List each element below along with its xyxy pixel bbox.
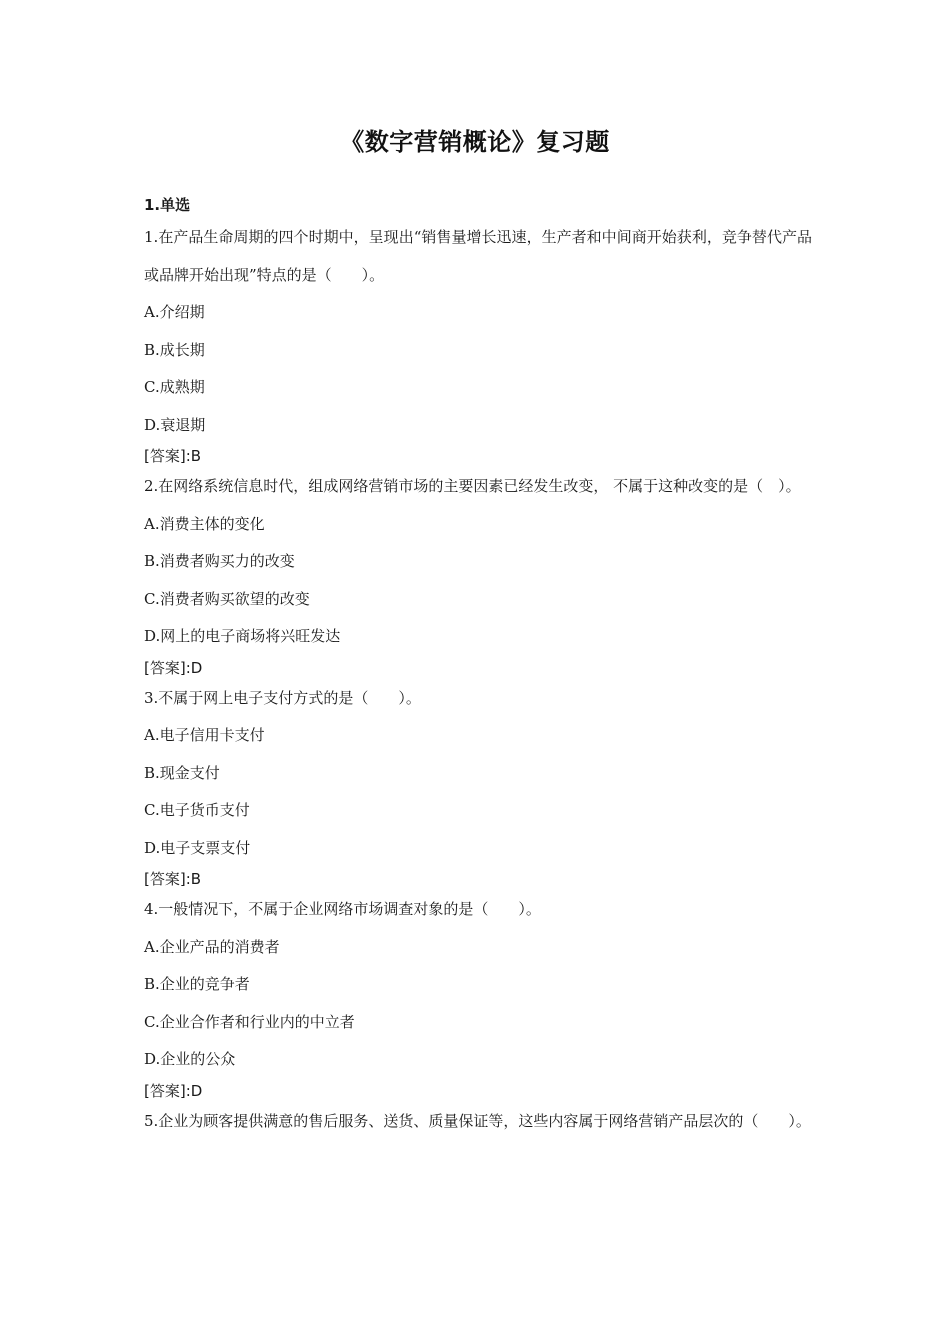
option-d: D.电子支票支付 [144,838,251,857]
question-text: 5.企业为顾客提供满意的售后服务、送货、质量保证等，这些内容属于网络营销产品层次的（ ）。 [144,1111,811,1130]
option-b: B.消费者购买力的改变 [144,552,295,570]
answer-line: [答案]:D [144,1081,203,1100]
option-c: C.企业合作者和行业内的中立者 [144,1012,355,1031]
answer-line: [答案]:B [144,447,202,465]
answer-line: [答案]:B [144,870,202,888]
question-block [144,680,812,892]
option-a: A.介绍期 [144,303,205,321]
option-c: C.消费者购买欲望的改变 [144,589,310,608]
option-a: A.消费主体的变化 [144,514,265,533]
option-b: B.现金支付 [144,763,220,782]
section-heading: 1.单选 [144,196,191,214]
question-block [144,468,812,680]
question-text: 3.不属于网上电子支付方式的是（ ）。 [144,688,421,707]
option-a: A.企业产品的消费者 [144,937,280,956]
question-block [144,1103,812,1141]
option-b: B.企业的竞争者 [144,975,250,993]
option-c: C.电子货币支付 [144,801,250,819]
page-title: 《数字营销概论》复习题 [340,128,610,156]
option-c: C.成熟期 [144,378,205,396]
option-d: D.网上的电子商场将兴旺发达 [144,627,341,645]
question-list [144,191,812,1140]
question-text: 1.在产品生命周期的四个时期中，呈现出“销售量增长迅速，生产者和中间商开始获利，竞争替代产品或品牌开始出现”特点的是（ ）。 [144,228,812,284]
option-d: D.企业的公众 [144,1050,236,1068]
answer-line: [答案]:D [144,658,203,677]
question-block [144,219,812,468]
question-text: 4.一般情况下，不属于企业网络市场调查对象的是（ ）。 [144,900,541,918]
question-block [144,891,812,1103]
question-text: 2.在网络系统信息时代，组成网络营销市场的主要因素已经发生改变， 不属于这种改变的是（ ）。 [144,477,801,495]
option-d: D.衰退期 [144,415,206,434]
option-b: B.成长期 [144,340,205,359]
option-a: A.电子信用卡支付 [144,726,265,744]
